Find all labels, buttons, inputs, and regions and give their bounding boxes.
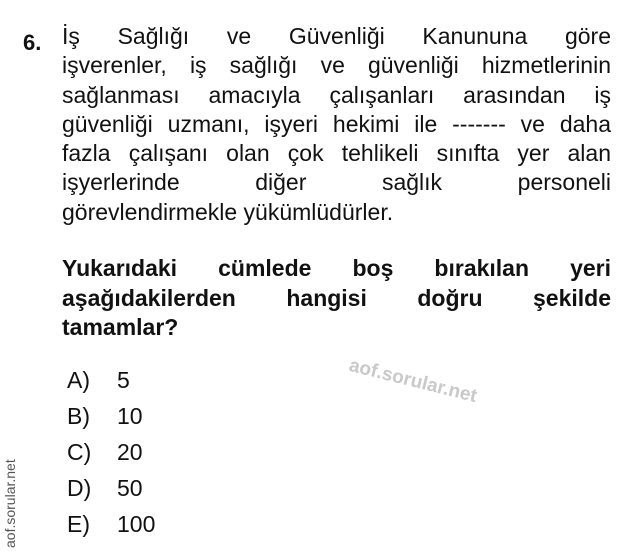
option-letter: D) (67, 474, 92, 501)
watermark-center: aof.sorular.net (346, 355, 480, 408)
option-letter: A) (67, 366, 90, 393)
option-letter: E) (67, 510, 90, 537)
stem-line: işyerlerinde diğer sağlık personeli (62, 169, 611, 196)
stem-line: İş Sağlığı ve Güvenliği Kanununa göre (62, 23, 611, 49)
option-c[interactable] (67, 434, 155, 470)
option-value: 20 (117, 438, 143, 465)
question-number: 6. (23, 30, 42, 55)
stem-line: işverenler, iş sağlığı ve güvenliği hizmetlerinin (62, 52, 611, 79)
prompt-line: Yukarıdaki cümlede boş bırakılan yeri (62, 255, 611, 281)
question-stem (62, 22, 611, 227)
option-d[interactable] (67, 470, 155, 506)
question-prompt (62, 254, 611, 343)
option-letter: B) (67, 402, 90, 429)
option-e[interactable] (67, 506, 155, 542)
answer-options (67, 362, 155, 542)
prompt-line: aşağıdakilerden hangisi doğru şekilde (62, 284, 611, 311)
option-value: 5 (117, 366, 130, 393)
stem-line: fazla çalışanı olan çok tehlikeli sınıfta yer alan (62, 140, 611, 167)
option-b[interactable] (67, 398, 155, 434)
stem-line: sağlanması amacıyla çalışanları arasından iş (62, 81, 611, 108)
watermark-side: aof.sorular.net (2, 459, 18, 548)
option-a[interactable] (67, 362, 155, 398)
option-value: 10 (117, 402, 143, 429)
option-value: 100 (117, 510, 156, 537)
option-letter: C) (67, 438, 92, 465)
stem-line: görevlendirmekle yükümlüdürler. (62, 198, 394, 225)
prompt-line: tamamlar? (62, 314, 179, 340)
stem-line: güvenliği uzmanı, işyeri hekimi ile ------- ve daha (62, 110, 611, 137)
option-value: 50 (117, 474, 143, 501)
